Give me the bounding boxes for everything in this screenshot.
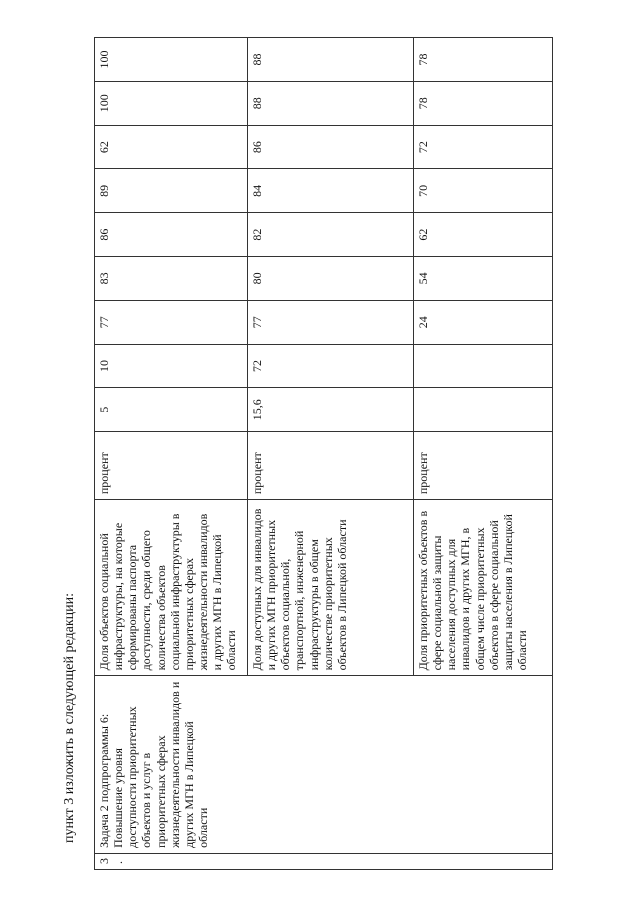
value-cell: 77 bbox=[248, 300, 414, 344]
value-cell: 15,6 bbox=[248, 388, 414, 432]
value-cell: 100 bbox=[95, 81, 248, 125]
indicator-name-cell: Доля доступных для инвалидов и других МГН приоритетных объектов социальной, транспортной, инженерной инфраструктуры в общем количестве приоритетных объектов в Липецкой области bbox=[248, 500, 414, 676]
value-cell: 78 bbox=[414, 81, 553, 125]
value-cell: 70 bbox=[414, 169, 553, 213]
value-cell: 84 bbox=[248, 169, 414, 213]
value-cell: 80 bbox=[248, 257, 414, 301]
indicator-name-cell: Доля приоритетных объектов в сфере социальной защиты населения доступных для инвалидов и других МГН, в общем числе приоритетных объектов в сфере социальной защиты населения в Липецкой области bbox=[414, 500, 553, 676]
value-cell: 72 bbox=[414, 125, 553, 169]
indicator-unit-cell: процент bbox=[414, 432, 553, 500]
value-cell: 82 bbox=[248, 213, 414, 257]
indicator-name-cell: Доля объектов социальной инфраструктуры, на которые сформированы паспорта доступности, среди общего количества объектов социальной инфраструктуры в приоритетных сферах жизнедеятельности инвалидов и других МГН в Липецкой области bbox=[95, 500, 248, 676]
task-text: Задача 2 подпрограммы 6: Повышение уровня доступности приоритетных объектов и услуг в приоритетных сферах жизнедеятельности инвалидов и других МГН в Липецкой области bbox=[97, 681, 211, 848]
value-cell: 77 bbox=[95, 300, 248, 344]
value-cell: 72 bbox=[248, 344, 414, 388]
value-cell: 100 bbox=[95, 38, 248, 82]
value-cell bbox=[414, 388, 553, 432]
indicator-unit-cell: процент bbox=[248, 432, 414, 500]
value-cell: 86 bbox=[248, 125, 414, 169]
value-cell bbox=[414, 344, 553, 388]
value-cell: 54 bbox=[414, 257, 553, 301]
value-cell: 24 bbox=[414, 300, 553, 344]
value-cell: 86 bbox=[95, 213, 248, 257]
value-cell: 5 bbox=[95, 388, 248, 432]
task-cell bbox=[95, 676, 553, 853]
value-cell: 62 bbox=[95, 125, 248, 169]
intro-text: пункт 3 изложить в следующей редакции: bbox=[62, 593, 77, 843]
value-cell: 88 bbox=[248, 81, 414, 125]
row-number: 3. bbox=[97, 858, 126, 864]
value-cell: 10 bbox=[95, 344, 248, 388]
table-row bbox=[95, 38, 248, 870]
value-cell: 78 bbox=[414, 38, 553, 82]
value-cell: 88 bbox=[248, 38, 414, 82]
value-cell: 62 bbox=[414, 213, 553, 257]
indicators-table bbox=[94, 37, 553, 870]
indicator-unit-cell: процент bbox=[95, 432, 248, 500]
row-number-cell bbox=[95, 853, 553, 869]
value-cell: 89 bbox=[95, 169, 248, 213]
value-cell: 83 bbox=[95, 257, 248, 301]
